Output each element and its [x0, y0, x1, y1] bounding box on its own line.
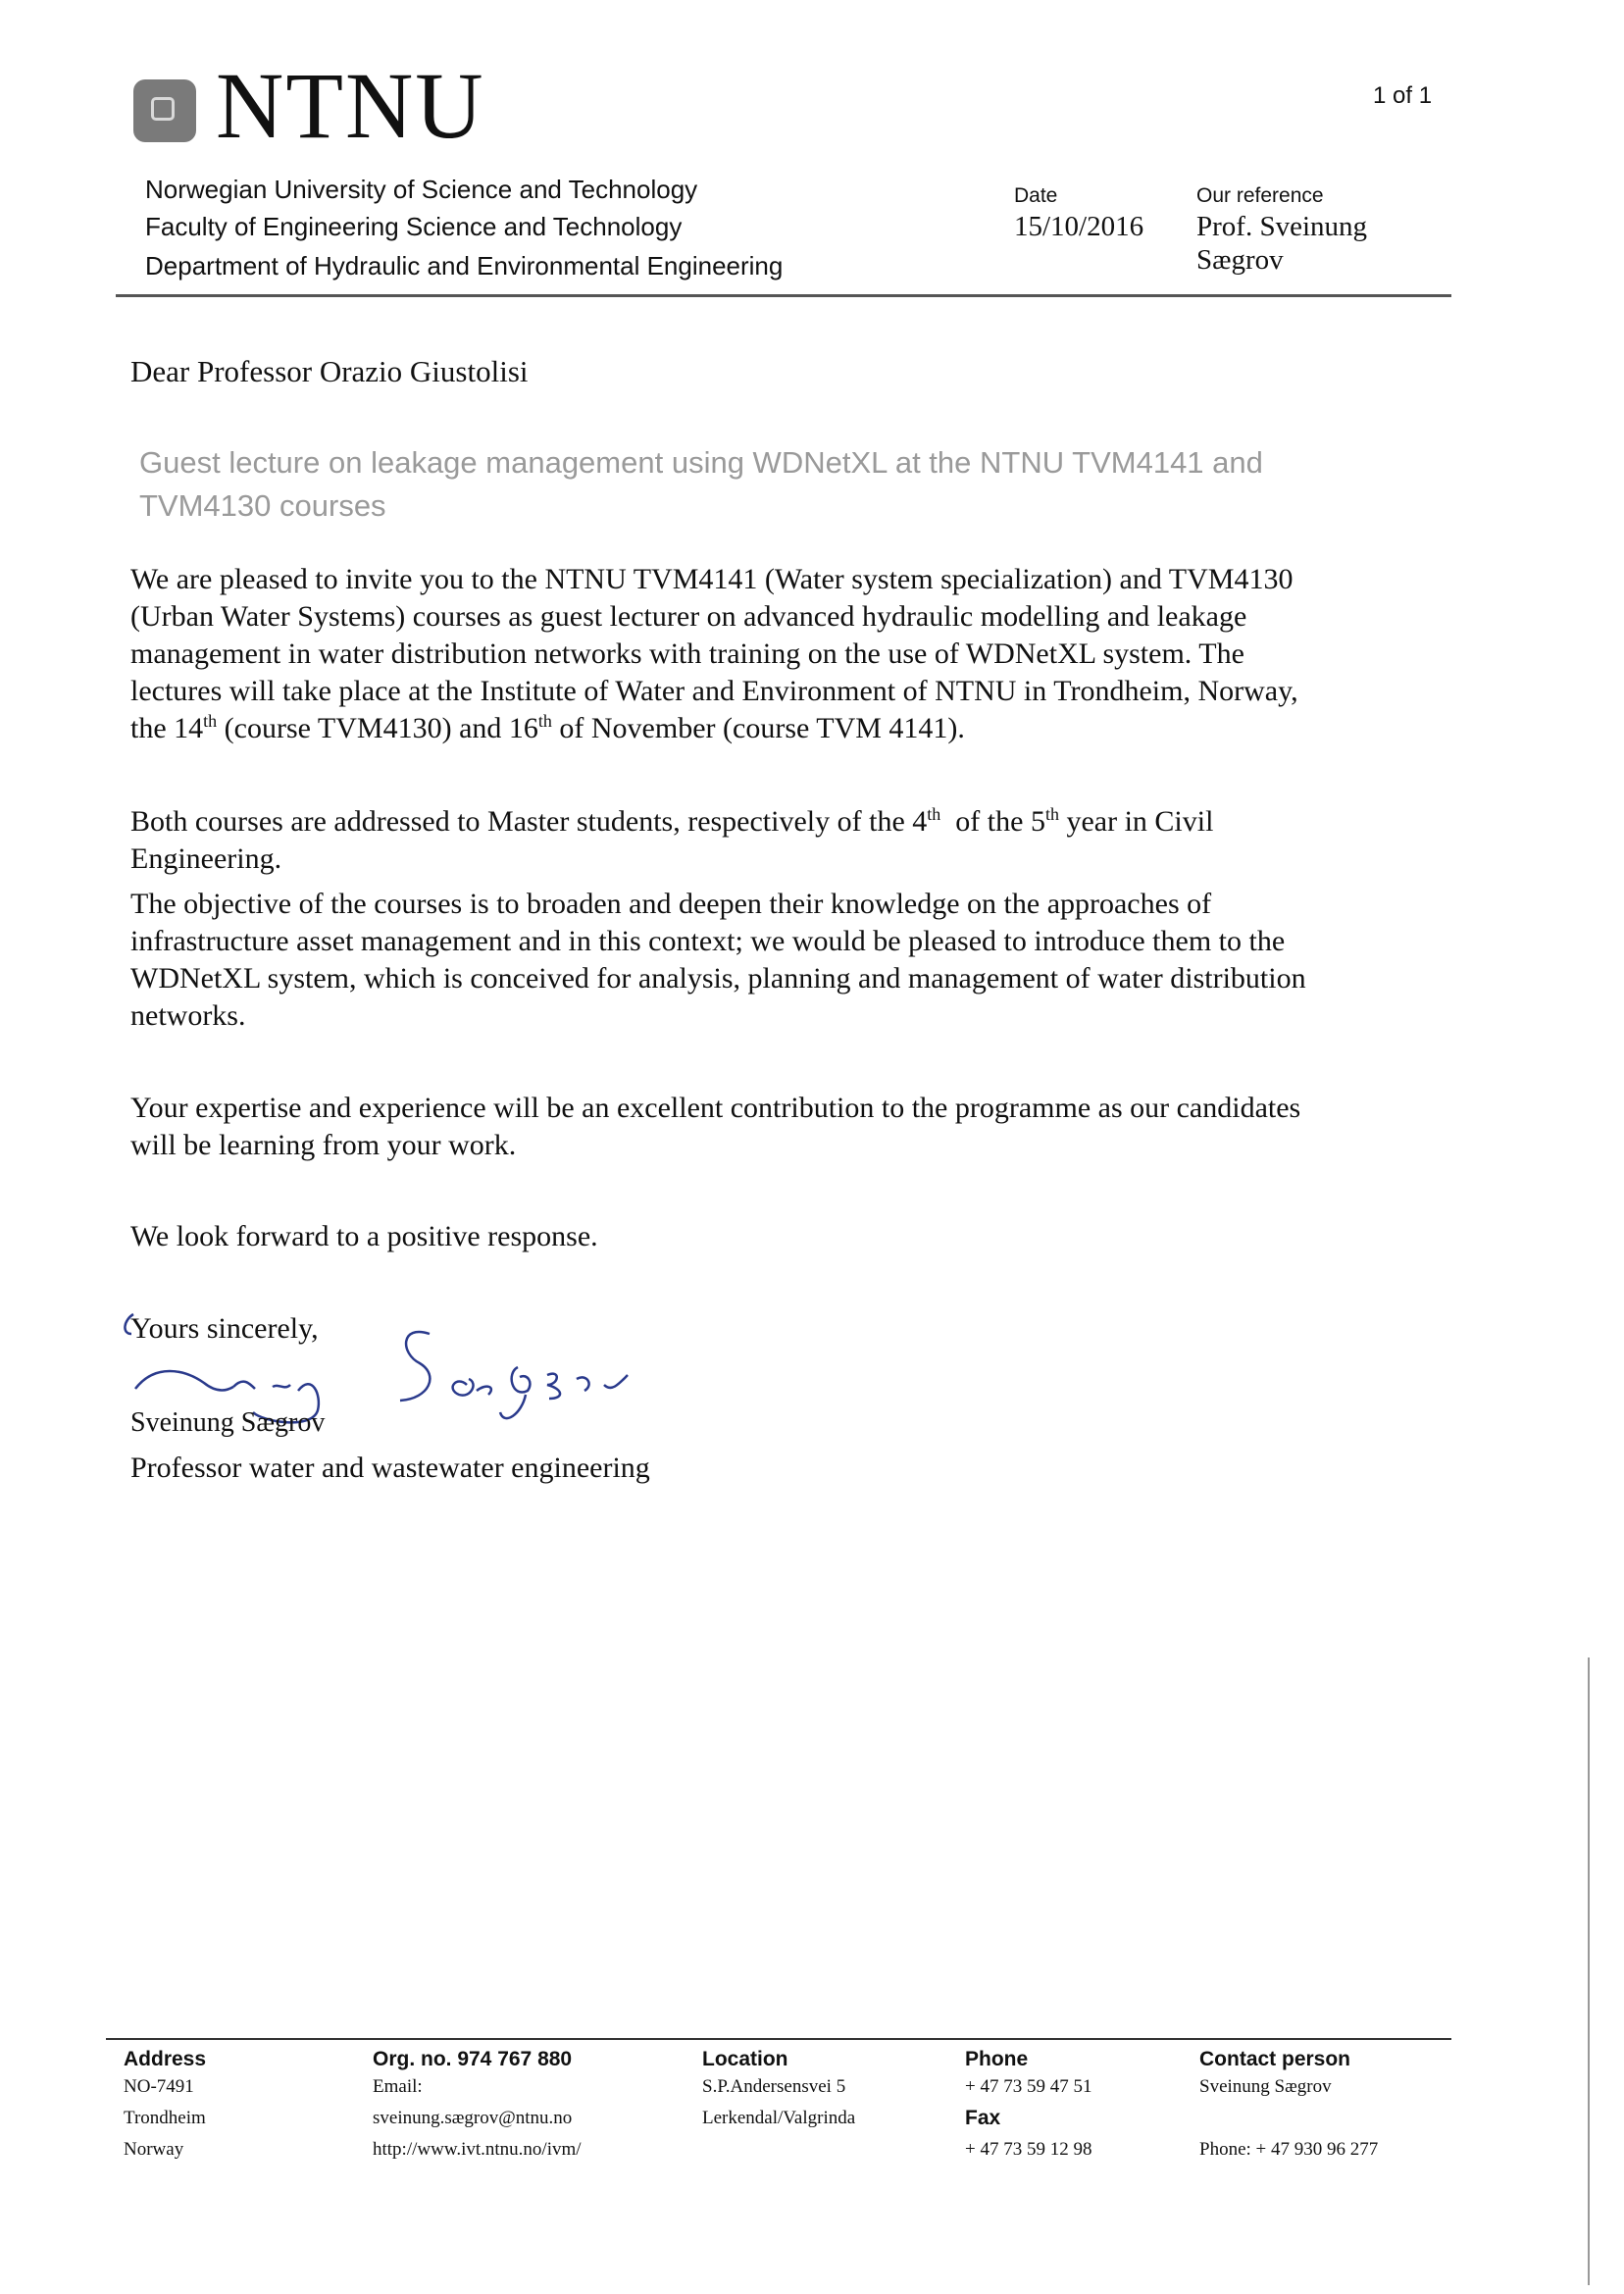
- text-run: Both courses are addressed to Master students, respectively of the 4th of the 5th year in Civil: [130, 804, 1214, 838]
- superscript: th: [203, 711, 218, 731]
- footer-email-link[interactable]: sveinung.sægrov@ntnu.no: [373, 2108, 573, 2128]
- footer-divider: [106, 2038, 1451, 2040]
- footer-org: [373, 2048, 582, 2166]
- subject-line-1: Guest lecture on leakage management using WDNetXL at the NTNU TVM4141 and: [139, 445, 1263, 480]
- paragraph-audience: [130, 803, 1445, 878]
- text-run: (course TVM4130) and 16: [217, 712, 538, 744]
- footer-website-link[interactable]: http://www.ivt.ntnu.no/ivm/: [373, 2139, 582, 2160]
- paragraph-line: will be learning from your work.: [130, 1129, 517, 1161]
- footer-heading: Fax: [965, 2107, 1001, 2129]
- paragraph-invitation: [130, 561, 1445, 747]
- department-name: Department of Hydraulic and Environmental Engineering: [145, 251, 784, 280]
- footer-line: Norway: [124, 2139, 184, 2160]
- paragraph-line: WDNetXL system, which is conceived for analysis, planning and management of water distribution: [130, 962, 1306, 994]
- logo-text: NTNU: [216, 53, 485, 158]
- signer-name: Sveinung Sægrov: [130, 1407, 326, 1438]
- footer-phone: [965, 2048, 1091, 2166]
- paragraph-objective: [130, 886, 1445, 1035]
- paragraph-closing-remark: We look forward to a positive response.: [130, 1220, 598, 1252]
- reference-line-1: Prof. Sveinung: [1196, 211, 1367, 242]
- footer-heading: Contact person: [1199, 2048, 1351, 2070]
- footer-heading: Org. no. 974 767 880: [373, 2048, 573, 2070]
- footer-heading: Address: [124, 2048, 207, 2070]
- paragraph-line: The objective of the courses is to broaden and deepen their knowledge on the approaches of: [130, 888, 1212, 920]
- page-indicator: 1 of 1: [1373, 82, 1433, 109]
- superscript: th: [537, 711, 552, 731]
- paragraph-line: [130, 710, 1445, 747]
- footer-heading: Phone: [965, 2048, 1029, 2070]
- date-label: Date: [1014, 184, 1058, 207]
- signer-title: Professor water and wastewater engineering: [130, 1452, 650, 1484]
- footer-heading: Location: [702, 2048, 788, 2070]
- footer-location: [702, 2048, 855, 2134]
- salutation: Dear Professor Orazio Giustolisi: [130, 354, 529, 388]
- footer-contact: [1199, 2048, 1378, 2166]
- footer-line: + 47 73 59 47 51: [965, 2076, 1092, 2097]
- paragraph-line: We are pleased to invite you to the NTNU TVM4141 (Water system specialization) and TVM4130: [130, 563, 1294, 595]
- paragraph-line: management in water distribution networks with training on the use of WDNetXL system. The: [130, 637, 1244, 670]
- paragraph-line: Engineering.: [130, 842, 282, 875]
- date-value: 15/10/2016: [1014, 211, 1144, 242]
- reference-label: Our reference: [1196, 184, 1324, 207]
- footer-line: + 47 73 59 12 98: [965, 2139, 1092, 2160]
- footer-line: Lerkendal/Valgrinda: [702, 2108, 856, 2128]
- scan-edge-line: [1588, 1657, 1590, 2285]
- text-run: the 14: [130, 712, 204, 744]
- subject-line-2: TVM4130 courses: [139, 488, 386, 523]
- paragraph-line: networks.: [130, 999, 246, 1032]
- footer-line: Phone: + 47 930 96 277: [1199, 2139, 1379, 2160]
- ntnu-logo-icon: [133, 79, 196, 142]
- text-run: of November (course TVM 4141).: [551, 712, 965, 744]
- footer-line: NO-7491: [124, 2076, 194, 2097]
- footer-line: Sveinung Sægrov: [1199, 2076, 1332, 2097]
- university-name: Norwegian University of Science and Technology: [145, 175, 698, 204]
- footer-line: Trondheim: [124, 2108, 206, 2128]
- paragraph-expertise: [130, 1090, 1445, 1164]
- paragraph-line: Your expertise and experience will be an excellent contribution to the programme as our candidates: [130, 1092, 1301, 1124]
- footer-line: S.P.Andersensvei 5: [702, 2076, 846, 2097]
- paragraph-line: lectures will take place at the Institute of Water and Environment of NTNU in Trondheim, Norway,: [130, 675, 1298, 707]
- header-divider: [116, 294, 1451, 297]
- paragraph-line: infrastructure asset management and in this context; we would be pleased to introduce them to the: [130, 925, 1286, 957]
- footer-line: Email:: [373, 2076, 423, 2097]
- reference-line-2: Sægrov: [1196, 244, 1284, 276]
- closing-phrase: Yours sincerely,: [130, 1312, 319, 1345]
- footer-address: [124, 2048, 206, 2166]
- paragraph-line: (Urban Water Systems) courses as guest lecturer on advanced hydraulic modelling and leakage: [130, 600, 1247, 633]
- paragraph-line: [130, 803, 1445, 841]
- faculty-name: Faculty of Engineering Science and Technology: [145, 212, 683, 241]
- subject-heading: [139, 441, 1453, 528]
